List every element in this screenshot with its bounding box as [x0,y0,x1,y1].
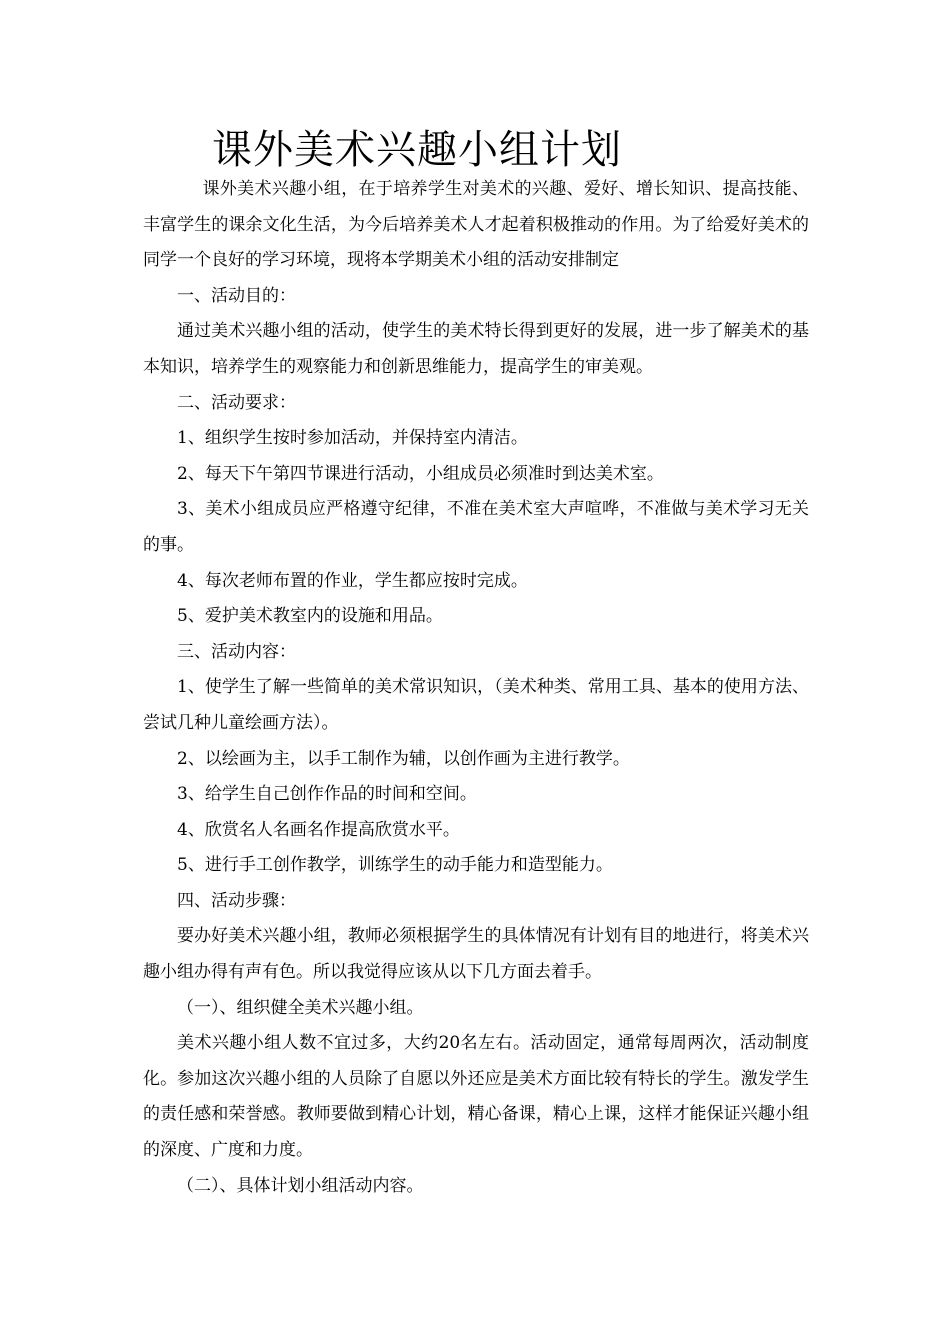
document-title: 课外美术兴趣小组计划 [212,127,622,173]
document-body [143,172,809,1204]
section-heading-requirements: 二、活动要求： [177,392,296,413]
section-heading-content: 三、活动内容： [177,641,296,662]
subsection-paragraph: 美术兴趣小组人数不宜过多，大约20名左右。活动固定，通常每周两次，活动制度化。参加这次兴趣小组的人员除了自愿以外还应是美术方面比较有特长的学生。激发学生的责任感和荣誉感。教师要做到精心计划，精心备课，精心上课，这样才能保证兴趣小组的深度、广度和力度。 [143,1033,809,1161]
content-item: 3、给学生自己创作作品的时间和空间。 [177,784,477,805]
content-item: 5、进行手工创作教学，训练学生的动手能力和造型能力。 [177,855,613,876]
subsection-heading: （二）、具体计划小组活动内容。 [177,1175,424,1196]
requirement-item: 5、爱护美术教室内的设施和用品。 [177,606,443,627]
section-heading-steps: 四、活动步骤： [177,890,296,911]
requirement-item: 3、美术小组成员应严格遵守纪律，不准在美术室大声喧哗，不准做与美术学习无关的事。 [143,499,809,555]
section-heading-purpose: 一、活动目的： [177,285,296,306]
requirement-item: 2、每天下午第四节课进行活动，小组成员必须准时到达美术室。 [177,463,664,484]
purpose-paragraph: 通过美术兴趣小组的活动，使学生的美术特长得到更好的发展，进一步了解美术的基本知识，培养学生的观察能力和创新思维能力，提高学生的审美观。 [143,321,809,377]
content-item: 2、以绘画为主，以手工制作为辅，以创作画为主进行教学。 [177,748,630,769]
intro-paragraph: 课外美术兴趣小组，在于培养学生对美术的兴趣、爱好、增长知识、提高技能、丰富学生的课余文化生活，为今后培养美术人才起着积极推动的作用。为了给爱好美术的同学一个良好的学习环境，现将本学期美术小组的活动安排制定 [143,179,809,271]
content-item: 1、使学生了解一些简单的美术常识知识，（美术种类、常用工具、基本的使用方法、尝试几种儿童绘画方法）。 [143,677,809,733]
requirement-item: 1、组织学生按时参加活动，并保持室内清洁。 [177,428,528,449]
steps-paragraph: 要办好美术兴趣小组，教师必须根据学生的具体情况有计划有目的地进行，将美术兴趣小组办得有声有色。所以我觉得应该从以下几方面去着手。 [143,926,809,983]
subsection-heading: （一）、组织健全美术兴趣小组。 [177,997,424,1018]
requirement-item: 4、每次老师布置的作业，学生都应按时完成。 [177,570,528,591]
content-item: 4、欣赏名人名画名作提高欣赏水平。 [177,819,460,840]
